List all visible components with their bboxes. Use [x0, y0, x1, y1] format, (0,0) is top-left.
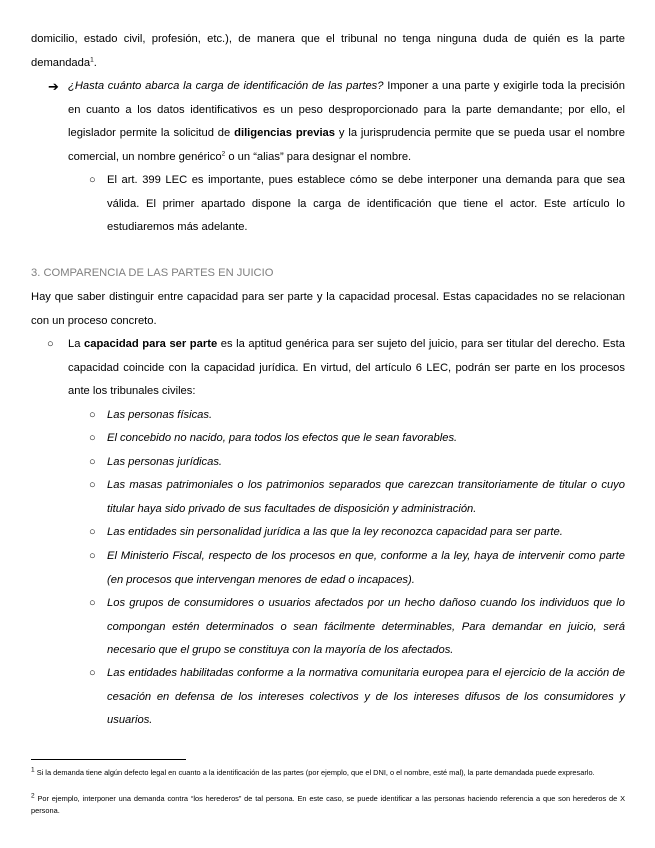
section-intro-paragraph: Hay que saber distinguir entre capacidad para ser parte y la capacidad procesal. Estas capacidades no se relacionan con un proceso concreto. [31, 291, 625, 327]
intro-line-end: demandada [31, 56, 91, 69]
circle-bullet-icon: ○ [89, 456, 96, 468]
circle-bullet-icon: ○ [89, 526, 96, 538]
question-text: ¿Hasta cuánto abarca la carga de identificación de las partes? [68, 80, 384, 92]
circle-bullet-icon: ○ [89, 174, 96, 186]
list-item: Las entidades habilitadas conforme a la normativa comunitaria europea para el ejercicio de la acción de cesación en defensa de los intereses colectivos y de los intereses difusos de los consumidores y usuarios. [107, 667, 625, 726]
circle-bullet-icon: ○ [89, 432, 96, 444]
footnote-2: $^2$ Por ejemplo, interponer una demanda contra “los herederos” de tal persona. En este caso, se puede identificar a las personas haciendo referencia a que son herederos de X persona. [31, 792, 625, 815]
circle-bullet-icon: ○ [89, 550, 96, 562]
capacity-term: capacidad para ser parte [84, 338, 218, 350]
intro-paragraph: domicilio, estado civil, profesión, etc.), de manera que el tribunal no tenga ninguna duda de quién es la parte demandada$^1$. [31, 33, 625, 69]
footnote-ref-2[interactable]: 2 [221, 149, 226, 157]
circle-bullet-icon: ○ [47, 338, 54, 350]
section-heading: 3. COMPARENCIA DE LAS PARTES EN JUICIO [31, 267, 274, 279]
circle-bullet-icon: ○ [89, 409, 96, 421]
arrow-bullet-icon: ➔ [48, 79, 59, 94]
list-item: El Ministerio Fiscal, respecto de los procesos en que, conforme a la ley, haya de intervenir como parte (en procesos que intervengan menores de edad o incapaces). [107, 550, 625, 586]
circle-bullet-icon: ○ [89, 479, 96, 491]
capacity-paragraph: La capacidad para ser parte es la aptitud genérica para ser sujeto del juicio, para ser titular del derecho. Esta capacidad coincide con la capacidad jurídica. En virtud, del artículo 6 LEC, podrán ser parte en los procesos ante los tribunales civiles: [68, 338, 625, 397]
footnote-1: $^1$ Si la demanda tiene algún defecto legal en cuanto a la identificación de las partes (por ejemplo, que el DNI, o el nombre, esté mal), la parte demandada puede expresarlo. [31, 766, 595, 777]
list-item: Las masas patrimoniales o los patrimonios separados que carezcan transitoriamente de titular o cuyo titular haya sido privado de sus facultades de disposición y administración. [107, 479, 625, 515]
list-item: Las personas físicas. [107, 409, 213, 421]
intro-line: domicilio, estado civil, profesión, etc.), de manera que el tribunal no tenga ninguna duda de quién es la parte [31, 33, 625, 45]
identification-question-paragraph: ¿Hasta cuánto abarca la carga de identificación de las partes? Imponer a una parte y exigirle toda la precisión en cuanto a los datos identificativos es un peso desproporcionado para la parte demandante; por ello, el legislador permite la solicitud de diligencias previas y la jurisprudencia permite que se pueda usar el nombre comercial, un nombre genérico$^2$ o un “alias” para designar el nombre. [68, 80, 625, 163]
diligencias-previas: diligencias previas [234, 127, 336, 139]
list-item: El concebido no nacido, para todos los efectos que le sean favorables. [107, 432, 458, 444]
circle-bullet-icon: ○ [89, 667, 96, 679]
footnote-separator [31, 759, 186, 760]
circle-bullet-icon: ○ [89, 597, 96, 609]
list-item: Los grupos de consumidores o usuarios afectados por un hecho dañoso cuando los individuos que lo compongan estén determinados o sean fácilmente determinables, Para demandar en juicio, será necesario que el grupo se constituya con la mayoría de los afectados. [107, 597, 625, 656]
art-399-paragraph: El art. 399 LEC es importante, pues establece cómo se debe interponer una demanda para que sea válida. El primer apartado dispone la carga de identificación que tiene el actor. Este artículo lo estudiaremos más adelante. [107, 174, 625, 233]
list-item: Las personas jurídicas. [107, 456, 223, 468]
footnote-ref-1[interactable]: 1 [90, 55, 94, 63]
list-item: Las entidades sin personalidad jurídica a las que la ley reconozca capacidad para ser parte. [107, 526, 563, 538]
